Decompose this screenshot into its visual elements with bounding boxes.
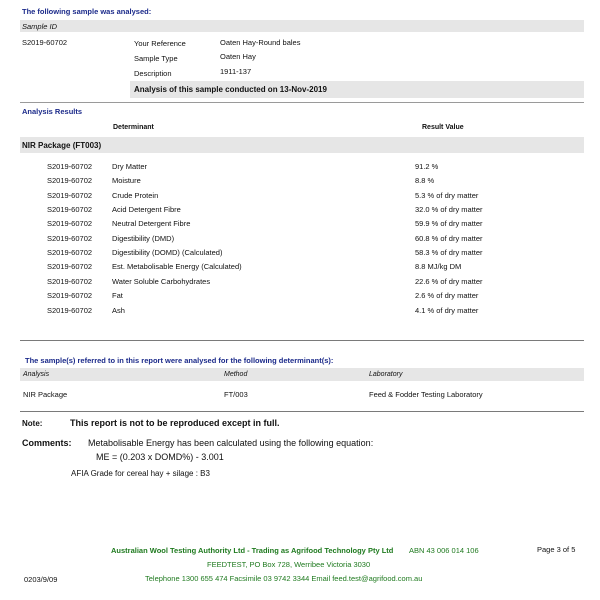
row-result: 5.3 % of dry matter — [415, 190, 479, 200]
row-result: 2.6 % of dry matter — [415, 291, 479, 301]
row-sample-id: S2019-60702 — [47, 248, 93, 258]
analysis-date-text: Analysis of this sample conducted on 13-Nov-2019 — [134, 85, 327, 94]
row-sample-id: S2019-60702 — [47, 291, 93, 301]
row-result: 8.8 MJ/kg DM — [415, 262, 462, 272]
table-row — [0, 162, 600, 176]
sample-type-value: Oaten Hay — [220, 52, 256, 61]
page-number: Page 3 of 5 — [537, 545, 576, 554]
section-divider — [20, 102, 584, 103]
reference-value: Oaten Hay-Round bales — [220, 38, 301, 47]
row-sample-id: S2019-60702 — [47, 219, 93, 229]
row-determinant: Acid Detergent Fibre — [112, 205, 181, 215]
row-determinant: Crude Protein — [112, 190, 159, 200]
note-text: This report is not to be reproduced except in full. — [70, 418, 280, 428]
table-row — [0, 176, 600, 190]
method-column-header: Method — [224, 371, 248, 378]
sample-type-label: Sample Type — [134, 54, 178, 63]
row-determinant: Water Soluble Carbohydrates — [112, 276, 211, 286]
table-row — [0, 291, 600, 305]
row-result: 58.3 % of dry matter — [415, 248, 483, 258]
analysis-column-header: Analysis — [23, 371, 50, 378]
row-sample-id: S2019-60702 — [47, 305, 93, 315]
section-divider — [20, 411, 584, 412]
laboratory-column-header: Laboratory — [369, 371, 403, 378]
table-row — [0, 219, 600, 233]
footer-address: FEEDTEST, PO Box 728, Werribee Victoria 3030 — [207, 560, 371, 569]
method-row-laboratory: Feed & Fodder Testing Laboratory — [369, 390, 483, 399]
description-value: 1911-137 — [220, 67, 252, 76]
table-row — [0, 234, 600, 248]
note-label: Note: — [22, 419, 43, 428]
row-sample-id: S2019-60702 — [47, 276, 93, 286]
results-heading: Analysis Results — [22, 107, 83, 116]
reference-label: Your Reference — [134, 39, 186, 48]
row-determinant: Fat — [112, 291, 123, 301]
row-sample-id: S2019-60702 — [47, 205, 93, 215]
row-sample-id: S2019-60702 — [47, 190, 93, 200]
result-column-header: Result Value — [422, 124, 464, 131]
package-bar — [20, 137, 584, 153]
row-sample-id: S2019-60702 — [47, 176, 93, 186]
sample-section-heading: The following sample was analysed: — [22, 7, 152, 16]
method-row-analysis: NIR Package — [23, 390, 68, 399]
sample-id-label: Sample ID — [22, 22, 58, 31]
sample-id-header-bar — [20, 20, 584, 32]
package-title: NIR Package (FT003) — [22, 141, 102, 150]
row-determinant: Moisture — [112, 176, 141, 186]
row-result: 22.6 % of dry matter — [415, 276, 483, 286]
methods-heading: The sample(s) referred to in this report were analysed for the following determinant(s): — [25, 356, 334, 365]
row-result: 91.2 % — [415, 162, 439, 171]
comments-label: Comments: — [22, 438, 72, 448]
comments-line-1: Metabolisable Energy has been calculated using the following equation: — [88, 438, 374, 448]
row-determinant: Digestibility (DOMD) (Calculated) — [112, 248, 223, 258]
row-sample-id: S2019-60702 — [47, 162, 93, 171]
determinant-column-header: Determinant — [113, 124, 154, 131]
document-code: 0203/9/09 — [24, 575, 58, 584]
row-sample-id: S2019-60702 — [47, 233, 93, 243]
comments-grade: AFIA Grade for cereal hay + silage : B3 — [71, 469, 210, 478]
row-determinant: Neutral Detergent Fibre — [112, 219, 191, 229]
row-determinant: Ash — [112, 305, 125, 315]
footer-company: Australian Wool Testing Authority Ltd - Trading as Agrifood Technology Pty Ltd — [111, 546, 394, 555]
row-result: 8.8 % — [415, 176, 435, 186]
analysis-date-bar — [130, 81, 584, 98]
table-row — [0, 306, 600, 320]
table-row — [0, 277, 600, 291]
table-row — [0, 191, 600, 205]
method-row-method: FT/003 — [224, 390, 248, 399]
row-determinant: Dry Matter — [112, 162, 148, 171]
footer-contact: Telephone 1300 655 474 Facsimile 03 9742 3344 Email feed.test@agrifood.com.au — [145, 574, 423, 583]
row-sample-id: S2019-60702 — [47, 262, 93, 272]
table-row — [0, 248, 600, 262]
row-determinant: Est. Metabolisable Energy (Calculated) — [112, 262, 242, 272]
row-result: 32.0 % of dry matter — [415, 205, 483, 215]
methods-header-bar — [20, 368, 584, 381]
table-row — [0, 262, 600, 276]
row-determinant: Digestibility (DMD) — [112, 233, 175, 243]
comments-equation: ME = (0.203 x DOMD%) - 3.001 — [96, 452, 224, 462]
row-result: 4.1 % of dry matter — [415, 305, 479, 315]
row-result: 59.9 % of dry matter — [415, 219, 483, 229]
table-row — [0, 205, 600, 219]
sample-id-value: S2019-60702 — [22, 38, 68, 47]
row-result: 60.8 % of dry matter — [415, 233, 483, 243]
description-label: Description — [134, 69, 172, 78]
section-divider — [20, 340, 584, 341]
footer-abn: ABN 43 006 014 106 — [409, 546, 479, 555]
